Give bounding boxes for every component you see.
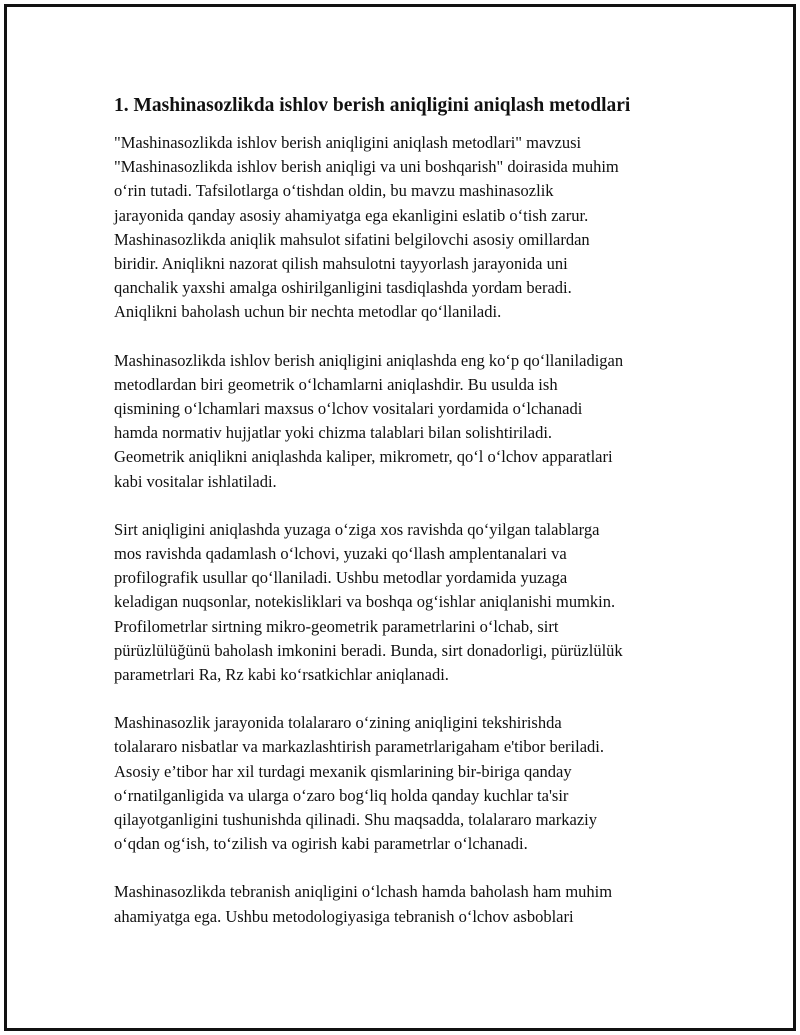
paragraph-line: keladigan nuqsonlar, notekisliklari va boshqa og‘ishlar aniqlanishi mumkin. <box>114 592 616 612</box>
paragraph-line: ahamiyatga ega. Ushbu metodologiyasiga tebranish o‘lchov asboblari <box>114 906 574 926</box>
document-body <box>114 93 694 953</box>
paragraph-line: metodlardan biri geometrik o‘lchamlarni aniqlashdir. Bu usulda ish <box>114 374 558 394</box>
paragraph-line: qilayotganligini tushunishda qilinadi. Shu maqsadda, tolalararo markaziy <box>114 810 597 830</box>
paragraph-line: Mashinasozlikda tebranish aniqligini o‘lchash hamda baholash ham muhim <box>114 882 613 902</box>
paragraph-line: parametrlari Ra, Rz kabi ko‘rsatkichlar aniqlanadi. <box>114 665 449 685</box>
paragraph-line: o‘rnatilganligida va ularga o‘zaro bog‘liq holda qanday kuchlar ta'sir <box>114 785 569 805</box>
paragraph-line: Aniqlikni baholash uchun bir nechta metodlar qo‘llaniladi. <box>114 302 502 322</box>
paragraph-line: hamda normativ hujjatlar yoki chizma talablari bilan solishtiriladi. <box>114 423 553 443</box>
paragraph-line: pürüzlülüğünü baholash imkonini beradi. Bunda, sirt donadorligi, pürüzlülük <box>114 640 623 660</box>
paragraph-line: profilografik usullar qo‘llaniladi. Ushbu metodlar yordamida yuzaga <box>114 568 568 588</box>
paragraph-line: Mashinasozlik jarayonida tolalararo o‘zining aniqligini tekshirishda <box>114 713 562 733</box>
paragraph-line: Mashinasozlikda ishlov berish aniqligini aniqlashda eng ko‘p qo‘llaniladigan <box>114 350 624 370</box>
paragraph-2 <box>114 349 694 494</box>
section-heading: 1. Mashinasozlikda ishlov berish aniqligini aniqlash metodlari <box>114 95 631 116</box>
paragraph-4 <box>114 711 694 856</box>
paragraph-line: Geometrik aniqlikni aniqlashda kaliper, mikrometr, qo‘l o‘lchov apparatlari <box>114 447 613 467</box>
paragraph-line: "Mashinasozlikda ishlov berish aniqligi va uni boshqarish" doirasida muhim <box>114 157 619 177</box>
paragraph-line: mos ravishda qadamlash o‘lchovi, yuzaki qo‘llash amplentanalari va <box>114 544 567 564</box>
paragraph-line: biridir. Aniqlikni nazorat qilish mahsulotni tayyorlash jarayonida uni <box>114 254 568 274</box>
paragraph-1 <box>114 131 694 325</box>
paragraph-line: qismining o‘lchamlari maxsus o‘lchov vositalari yordamida o‘lchanadi <box>114 399 583 419</box>
paragraph-line: Profilometrlar sirtning mikro-geometrik parametrlarini o‘lchab, sirt <box>114 616 559 636</box>
paragraph-line: Mashinasozlikda aniqlik mahsulot sifatini belgilovchi asosiy omillardan <box>114 229 590 249</box>
paragraph-line: qanchalik yaxshi amalga oshirilganligini tasdiqlashda yordam beradi. <box>114 278 572 298</box>
paragraph-3 <box>114 518 694 687</box>
paragraph-line: "Mashinasozlikda ishlov berish aniqligini aniqlash metodlari" mavzusi <box>114 133 582 152</box>
paragraph-line: o‘qdan og‘ish, to‘zilish va ogirish kabi parametrlar o‘lchanadi. <box>114 834 528 854</box>
paragraph-line: Sirt aniqligini aniqlashda yuzaga o‘ziga xos ravishda qo‘yilgan talablarga <box>114 519 600 539</box>
paragraph-line: o‘rin tutadi. Tafsilotlarga o‘tishdan oldin, bu mavzu mashinasozlik <box>114 181 554 201</box>
paragraph-line: Asosiy e’tibor har xil turdagi mexanik qismlarining bir-biriga qanday <box>114 761 572 781</box>
paragraph-line: kabi vositalar ishlatiladi. <box>114 471 277 491</box>
paragraph-line: tolalararo nisbatlar va markazlashtirish parametrlarigaham e'tibor beriladi. <box>114 737 604 757</box>
paragraph-5 <box>114 880 694 928</box>
paragraph-line: jarayonida qanday asosiy ahamiyatga ega ekanligini eslatib o‘tish zarur. <box>114 205 589 225</box>
